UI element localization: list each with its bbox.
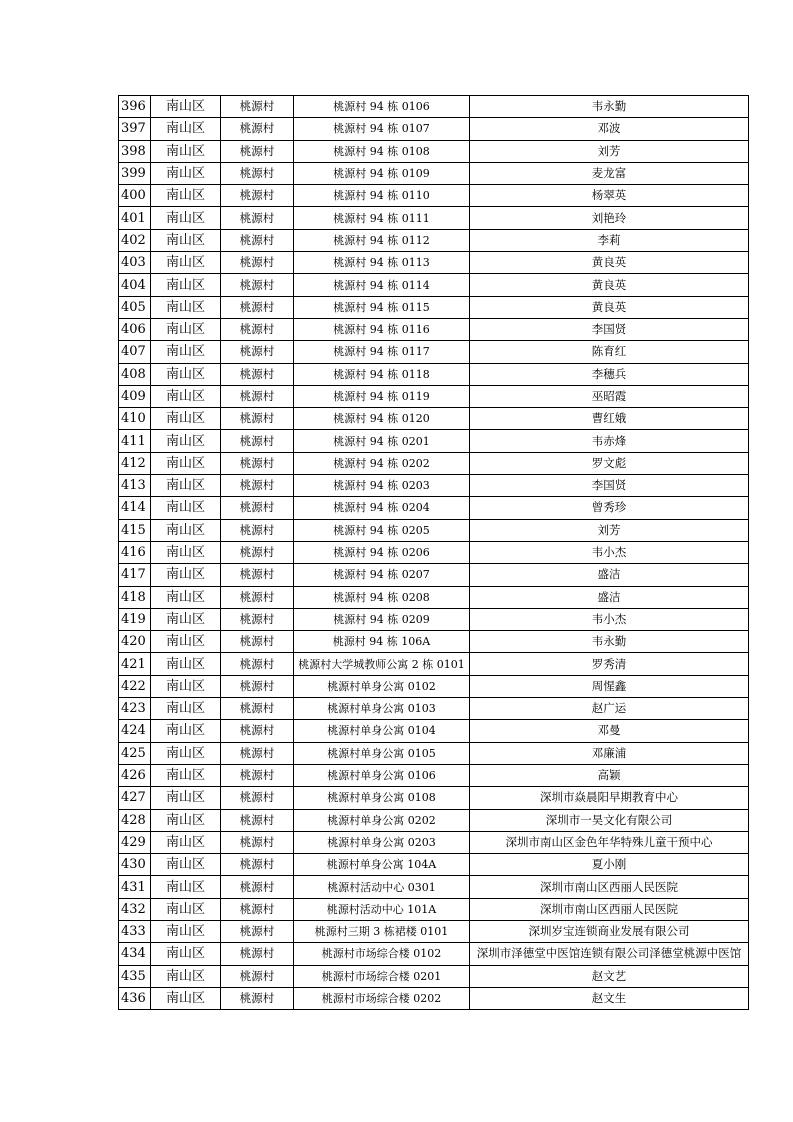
- owner-cell: 深圳市南山区西丽人民医院: [470, 898, 749, 920]
- district-cell: 南山区: [151, 831, 221, 853]
- owner-cell: 李莉: [470, 229, 749, 251]
- address-cell: 桃源村 94 栋 0108: [294, 140, 470, 162]
- village-cell: 桃源村: [221, 586, 294, 608]
- table-row: [119, 185, 749, 207]
- row-number: 409: [119, 385, 151, 407]
- row-number: 405: [119, 296, 151, 318]
- village-cell: 桃源村: [221, 541, 294, 563]
- village-cell: 桃源村: [221, 318, 294, 340]
- table-row: [119, 385, 749, 407]
- table-row: [119, 497, 749, 519]
- address-cell: 桃源村 94 栋 0203: [294, 475, 470, 497]
- village-cell: 桃源村: [221, 408, 294, 430]
- village-cell: 桃源村: [221, 898, 294, 920]
- owner-cell: 赵广运: [470, 698, 749, 720]
- district-cell: 南山区: [151, 943, 221, 965]
- district-cell: 南山区: [151, 898, 221, 920]
- row-number: 433: [119, 920, 151, 942]
- address-cell: 桃源村单身公寓 0104: [294, 720, 470, 742]
- row-number: 431: [119, 876, 151, 898]
- row-number: 398: [119, 140, 151, 162]
- address-cell: 桃源村 94 栋 0107: [294, 118, 470, 140]
- table-row: [119, 341, 749, 363]
- village-cell: 桃源村: [221, 564, 294, 586]
- owner-cell: 麦龙富: [470, 162, 749, 184]
- address-cell: 桃源村 94 栋 0201: [294, 430, 470, 452]
- district-cell: 南山区: [151, 118, 221, 140]
- row-number: 400: [119, 185, 151, 207]
- owner-cell: 黄良英: [470, 252, 749, 274]
- row-number: 415: [119, 519, 151, 541]
- owner-cell: 李穗兵: [470, 363, 749, 385]
- owner-cell: 李国贤: [470, 475, 749, 497]
- table-row: [119, 898, 749, 920]
- owner-cell: 巫昭霞: [470, 385, 749, 407]
- address-cell: 桃源村 94 栋 0206: [294, 541, 470, 563]
- address-cell: 桃源村 94 栋 0111: [294, 207, 470, 229]
- address-cell: 桃源村市场综合楼 0102: [294, 943, 470, 965]
- address-cell: 桃源村 94 栋 0118: [294, 363, 470, 385]
- owner-cell: 夏小刚: [470, 854, 749, 876]
- table-row: [119, 965, 749, 987]
- address-cell: 桃源村活动中心 101A: [294, 898, 470, 920]
- district-cell: 南山区: [151, 675, 221, 697]
- address-cell: 桃源村 94 栋 0116: [294, 318, 470, 340]
- row-number: 397: [119, 118, 151, 140]
- table-row: [119, 854, 749, 876]
- village-cell: 桃源村: [221, 519, 294, 541]
- table-row: [119, 274, 749, 296]
- village-cell: 桃源村: [221, 274, 294, 296]
- village-cell: 桃源村: [221, 296, 294, 318]
- owner-cell: 韦小杰: [470, 608, 749, 630]
- table-row: [119, 162, 749, 184]
- district-cell: 南山区: [151, 519, 221, 541]
- village-cell: 桃源村: [221, 140, 294, 162]
- village-cell: 桃源村: [221, 497, 294, 519]
- owner-cell: 盛洁: [470, 564, 749, 586]
- address-cell: 桃源村 94 栋 0110: [294, 185, 470, 207]
- table-row: [119, 564, 749, 586]
- district-cell: 南山区: [151, 341, 221, 363]
- table-row: [119, 698, 749, 720]
- table-row: [119, 452, 749, 474]
- table-row: [119, 519, 749, 541]
- owner-cell: 深圳市南山区金色年华特殊儿童干预中心: [470, 831, 749, 853]
- row-number: 428: [119, 809, 151, 831]
- table-row: [119, 363, 749, 385]
- row-number: 412: [119, 452, 151, 474]
- row-number: 408: [119, 363, 151, 385]
- district-cell: 南山区: [151, 363, 221, 385]
- address-cell: 桃源村 94 栋 0205: [294, 519, 470, 541]
- table-row: [119, 408, 749, 430]
- owner-cell: 深圳市泽德堂中医馆连锁有限公司泽德堂桃源中医馆: [470, 943, 749, 965]
- owner-cell: 曹红娥: [470, 408, 749, 430]
- table-row: [119, 586, 749, 608]
- row-number: 422: [119, 675, 151, 697]
- address-cell: 桃源村单身公寓 0102: [294, 675, 470, 697]
- district-cell: 南山区: [151, 430, 221, 452]
- row-number: 432: [119, 898, 151, 920]
- table-row: [119, 831, 749, 853]
- table-row: [119, 541, 749, 563]
- address-cell: 桃源村 94 栋 0204: [294, 497, 470, 519]
- district-cell: 南山区: [151, 809, 221, 831]
- row-number: 436: [119, 987, 151, 1009]
- table-row: [119, 631, 749, 653]
- district-cell: 南山区: [151, 162, 221, 184]
- address-cell: 桃源村 94 栋 0209: [294, 608, 470, 630]
- row-number: 429: [119, 831, 151, 853]
- row-number: 403: [119, 252, 151, 274]
- row-number: 423: [119, 698, 151, 720]
- address-cell: 桃源村 94 栋 106A: [294, 631, 470, 653]
- row-number: 407: [119, 341, 151, 363]
- row-number: 419: [119, 608, 151, 630]
- district-cell: 南山区: [151, 854, 221, 876]
- address-cell: 桃源村单身公寓 104A: [294, 854, 470, 876]
- table-row: [119, 96, 749, 118]
- table-row: [119, 140, 749, 162]
- village-cell: 桃源村: [221, 720, 294, 742]
- owner-cell: 赵文生: [470, 987, 749, 1009]
- table-row: [119, 608, 749, 630]
- village-cell: 桃源村: [221, 698, 294, 720]
- owner-cell: 韦永勤: [470, 631, 749, 653]
- village-cell: 桃源村: [221, 430, 294, 452]
- table-row: [119, 207, 749, 229]
- address-cell: 桃源村单身公寓 0103: [294, 698, 470, 720]
- district-cell: 南山区: [151, 764, 221, 786]
- row-number: 430: [119, 854, 151, 876]
- address-cell: 桃源村 94 栋 0117: [294, 341, 470, 363]
- owner-cell: 深圳岁宝连锁商业发展有限公司: [470, 920, 749, 942]
- village-cell: 桃源村: [221, 118, 294, 140]
- village-cell: 桃源村: [221, 831, 294, 853]
- district-cell: 南山区: [151, 252, 221, 274]
- row-number: 411: [119, 430, 151, 452]
- row-number: 421: [119, 653, 151, 675]
- village-cell: 桃源村: [221, 787, 294, 809]
- village-cell: 桃源村: [221, 452, 294, 474]
- village-cell: 桃源村: [221, 742, 294, 764]
- address-cell: 桃源村 94 栋 0114: [294, 274, 470, 296]
- district-cell: 南山区: [151, 475, 221, 497]
- owner-cell: 刘艳玲: [470, 207, 749, 229]
- owner-cell: 邓廉浦: [470, 742, 749, 764]
- table-row: [119, 318, 749, 340]
- owner-cell: 邓波: [470, 118, 749, 140]
- district-cell: 南山区: [151, 385, 221, 407]
- row-number: 418: [119, 586, 151, 608]
- owner-cell: 赵文艺: [470, 965, 749, 987]
- address-cell: 桃源村 94 栋 0202: [294, 452, 470, 474]
- village-cell: 桃源村: [221, 207, 294, 229]
- village-cell: 桃源村: [221, 943, 294, 965]
- district-cell: 南山区: [151, 720, 221, 742]
- village-cell: 桃源村: [221, 764, 294, 786]
- row-number: 420: [119, 631, 151, 653]
- owner-cell: 盛洁: [470, 586, 749, 608]
- district-cell: 南山区: [151, 140, 221, 162]
- table-row: [119, 430, 749, 452]
- owner-cell: 韦赤烽: [470, 430, 749, 452]
- table-row: [119, 920, 749, 942]
- owner-cell: 刘芳: [470, 519, 749, 541]
- owner-cell: 韦永勤: [470, 96, 749, 118]
- address-cell: 桃源村三期 3 栋裙楼 0101: [294, 920, 470, 942]
- row-number: 425: [119, 742, 151, 764]
- row-number: 404: [119, 274, 151, 296]
- table-row: [119, 764, 749, 786]
- table-row: [119, 675, 749, 697]
- address-cell: 桃源村 94 栋 0113: [294, 252, 470, 274]
- owner-cell: 韦小杰: [470, 541, 749, 563]
- village-cell: 桃源村: [221, 475, 294, 497]
- table-row: [119, 252, 749, 274]
- table-row: [119, 475, 749, 497]
- district-cell: 南山区: [151, 207, 221, 229]
- address-cell: 桃源村 94 栋 0106: [294, 96, 470, 118]
- row-number: 414: [119, 497, 151, 519]
- address-cell: 桃源村单身公寓 0202: [294, 809, 470, 831]
- village-cell: 桃源村: [221, 162, 294, 184]
- village-cell: 桃源村: [221, 229, 294, 251]
- owner-cell: 李国贤: [470, 318, 749, 340]
- owner-cell: 罗文彪: [470, 452, 749, 474]
- owner-cell: 刘芳: [470, 140, 749, 162]
- village-cell: 桃源村: [221, 965, 294, 987]
- table-row: [119, 653, 749, 675]
- district-cell: 南山区: [151, 698, 221, 720]
- row-number: 396: [119, 96, 151, 118]
- district-cell: 南山区: [151, 876, 221, 898]
- district-cell: 南山区: [151, 497, 221, 519]
- village-cell: 桃源村: [221, 252, 294, 274]
- village-cell: 桃源村: [221, 653, 294, 675]
- row-number: 401: [119, 207, 151, 229]
- owner-cell: 高颖: [470, 764, 749, 786]
- table-row: [119, 742, 749, 764]
- village-cell: 桃源村: [221, 385, 294, 407]
- district-cell: 南山区: [151, 274, 221, 296]
- village-cell: 桃源村: [221, 96, 294, 118]
- owner-cell: 邓曼: [470, 720, 749, 742]
- table-row: [119, 296, 749, 318]
- row-number: 426: [119, 764, 151, 786]
- village-cell: 桃源村: [221, 809, 294, 831]
- village-cell: 桃源村: [221, 631, 294, 653]
- row-number: 413: [119, 475, 151, 497]
- village-cell: 桃源村: [221, 987, 294, 1009]
- district-cell: 南山区: [151, 296, 221, 318]
- village-cell: 桃源村: [221, 608, 294, 630]
- table-row: [119, 943, 749, 965]
- owner-cell: 罗秀清: [470, 653, 749, 675]
- table-row: [119, 809, 749, 831]
- district-cell: 南山区: [151, 653, 221, 675]
- village-cell: 桃源村: [221, 363, 294, 385]
- table-row: [119, 720, 749, 742]
- row-number: 416: [119, 541, 151, 563]
- village-cell: 桃源村: [221, 876, 294, 898]
- address-cell: 桃源村单身公寓 0105: [294, 742, 470, 764]
- address-cell: 桃源村活动中心 0301: [294, 876, 470, 898]
- district-cell: 南山区: [151, 318, 221, 340]
- owner-cell: 曾秀珍: [470, 497, 749, 519]
- row-number: 402: [119, 229, 151, 251]
- district-cell: 南山区: [151, 452, 221, 474]
- address-cell: 桃源村单身公寓 0108: [294, 787, 470, 809]
- row-number: 434: [119, 943, 151, 965]
- address-cell: 桃源村 94 栋 0115: [294, 296, 470, 318]
- district-cell: 南山区: [151, 608, 221, 630]
- district-cell: 南山区: [151, 965, 221, 987]
- district-cell: 南山区: [151, 631, 221, 653]
- row-number: 410: [119, 408, 151, 430]
- address-cell: 桃源村大学城教师公寓 2 栋 0101: [294, 653, 470, 675]
- district-cell: 南山区: [151, 920, 221, 942]
- owner-cell: 深圳市南山区西丽人民医院: [470, 876, 749, 898]
- district-cell: 南山区: [151, 742, 221, 764]
- address-cell: 桃源村 94 栋 0120: [294, 408, 470, 430]
- district-cell: 南山区: [151, 408, 221, 430]
- owner-cell: 深圳市焱晨阳早期教育中心: [470, 787, 749, 809]
- village-cell: 桃源村: [221, 675, 294, 697]
- district-cell: 南山区: [151, 185, 221, 207]
- owner-cell: 深圳市一昊文化有限公司: [470, 809, 749, 831]
- address-cell: 桃源村 94 栋 0208: [294, 586, 470, 608]
- owner-cell: 黄良英: [470, 274, 749, 296]
- owner-cell: 杨翠英: [470, 185, 749, 207]
- district-cell: 南山区: [151, 96, 221, 118]
- row-number: 427: [119, 787, 151, 809]
- village-cell: 桃源村: [221, 185, 294, 207]
- table-row: [119, 987, 749, 1009]
- village-cell: 桃源村: [221, 920, 294, 942]
- row-number: 406: [119, 318, 151, 340]
- address-cell: 桃源村市场综合楼 0201: [294, 965, 470, 987]
- village-cell: 桃源村: [221, 854, 294, 876]
- address-cell: 桃源村 94 栋 0207: [294, 564, 470, 586]
- table-row: [119, 229, 749, 251]
- address-cell: 桃源村市场综合楼 0202: [294, 987, 470, 1009]
- row-number: 417: [119, 564, 151, 586]
- table-row: [119, 876, 749, 898]
- district-cell: 南山区: [151, 987, 221, 1009]
- district-cell: 南山区: [151, 787, 221, 809]
- owner-cell: 周惺鑫: [470, 675, 749, 697]
- address-cell: 桃源村 94 栋 0109: [294, 162, 470, 184]
- table-row: [119, 118, 749, 140]
- address-cell: 桃源村单身公寓 0106: [294, 764, 470, 786]
- owner-cell: 黄良英: [470, 296, 749, 318]
- address-cell: 桃源村单身公寓 0203: [294, 831, 470, 853]
- address-cell: 桃源村 94 栋 0112: [294, 229, 470, 251]
- row-number: 424: [119, 720, 151, 742]
- records-table-body: [119, 96, 749, 1010]
- district-cell: 南山区: [151, 541, 221, 563]
- table-row: [119, 787, 749, 809]
- district-cell: 南山区: [151, 229, 221, 251]
- district-cell: 南山区: [151, 564, 221, 586]
- address-cell: 桃源村 94 栋 0119: [294, 385, 470, 407]
- row-number: 435: [119, 965, 151, 987]
- owner-cell: 陈育红: [470, 341, 749, 363]
- village-cell: 桃源村: [221, 341, 294, 363]
- records-table: [118, 95, 749, 1010]
- row-number: 399: [119, 162, 151, 184]
- district-cell: 南山区: [151, 586, 221, 608]
